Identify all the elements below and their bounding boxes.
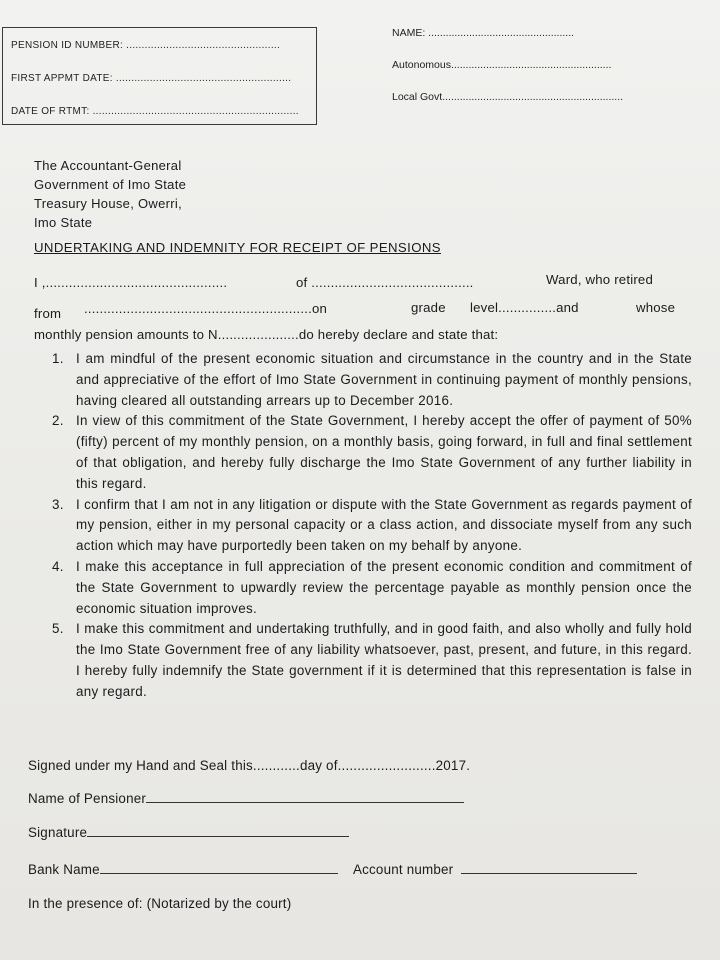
grade-level-blank[interactable]: level...............and [470,300,579,315]
pensioner-name-row [28,790,464,806]
clause-text: I make this acceptance in full appreciation of the present economic condition and commitment of the State Government to upwardly review the percentage payable as monthly pension once the economic situation improves. [76,558,692,616]
grade-label: grade [411,300,446,315]
declaration-clauses [52,349,692,703]
clause-number: 2. [52,413,64,429]
retiree-name-blank[interactable]: I ,............................................... [34,275,228,290]
account-number-input[interactable] [461,861,637,874]
address-line: Imo State [34,215,93,230]
signature-row [28,824,349,840]
notarization-line: In the presence of: (Notarized by the court) [28,896,292,911]
local-govt-field[interactable]: Local Govt.............................................................. [392,91,624,103]
pension-id-field[interactable]: PENSION ID NUMBER: .................................................. [11,40,281,51]
clause-text: I am mindful of the present economic situation and circumstance in the country and in the State and appreciative of the effort of Imo State Government in continuing payment of monthly pensions, having cleared all outstanding arrears up to December 2016. [76,351,692,408]
bank-name-input[interactable] [100,861,338,874]
document-heading: UNDERTAKING AND INDEMNITY FOR RECEIPT OF PENSIONS [34,240,441,255]
signature-label: Signature [28,825,88,840]
clause-text: I make this commitment and undertaking truthfully, and in good faith, and also wholly and fully hold the Imo State Government free of any liability whatsoever, past, present, and future, in this regard. I hereby fully indemnify the State government if it is determined that this representation is false in any regard. [76,621,692,699]
clause-item [52,619,692,702]
clause-item [52,349,692,411]
pensioner-name-label: Name of Pensioner [28,791,147,806]
clause-number: 5. [52,621,64,637]
clause-number: 1. [52,351,64,366]
monthly-pension-line[interactable]: monthly pension amounts to N.....................do hereby declare and state that: [34,327,499,342]
clause-text: In view of this commitment of the State Government, I hereby accept the offer of payment of 50% (fifty) percent of my monthly pension, on a monthly basis, going forward, in full and final settlement of that obligation, and hereby fully discharge the Imo State Government of any further liability in this regard. [76,413,692,491]
pension-id-box [2,27,317,125]
from-label: from [34,306,62,321]
ward-blank[interactable]: of .......................................... [296,275,474,290]
retired-from-blank[interactable]: ...........................................................on [84,301,328,316]
address-line: The Accountant-General [34,158,182,173]
clause-number: 3. [52,496,64,512]
autonomous-field[interactable]: Autonomous....................................................... [392,59,612,71]
addressee-block [34,156,186,232]
bank-name-row [28,861,338,877]
pensioner-name-input[interactable] [146,790,464,803]
retirement-date-field[interactable]: DATE OF RTMT: ................................................................... [11,106,299,117]
clause-text: I confirm that I am not in any litigation or dispute with the State Government as regards payment of my pension, either in my personal capacity or a class action, and dissociate myself from any such action which may have purportedly been taken on my behalf by anyone. [76,496,692,554]
address-line: Treasury House, Owerri, [34,196,183,211]
bank-name-label: Bank Name [28,862,100,877]
ward-retired-text: Ward, who retired [546,272,653,287]
clause-number: 4. [52,558,64,574]
name-field[interactable]: NAME: .................................................. [392,27,575,39]
whose-label: whose [636,300,676,315]
address-line: Government of Imo State [34,177,187,192]
clause-item [52,557,692,619]
account-number-label: Account number [353,862,454,877]
clause-item [52,495,692,557]
signed-date-line[interactable]: Signed under my Hand and Seal this............day of.........................2017. [28,758,471,773]
clause-item [52,411,692,494]
account-number-row [353,861,637,877]
signature-input[interactable] [87,824,349,837]
first-appointment-date-field[interactable]: FIRST APPMT DATE: ......................................................... [11,73,292,84]
